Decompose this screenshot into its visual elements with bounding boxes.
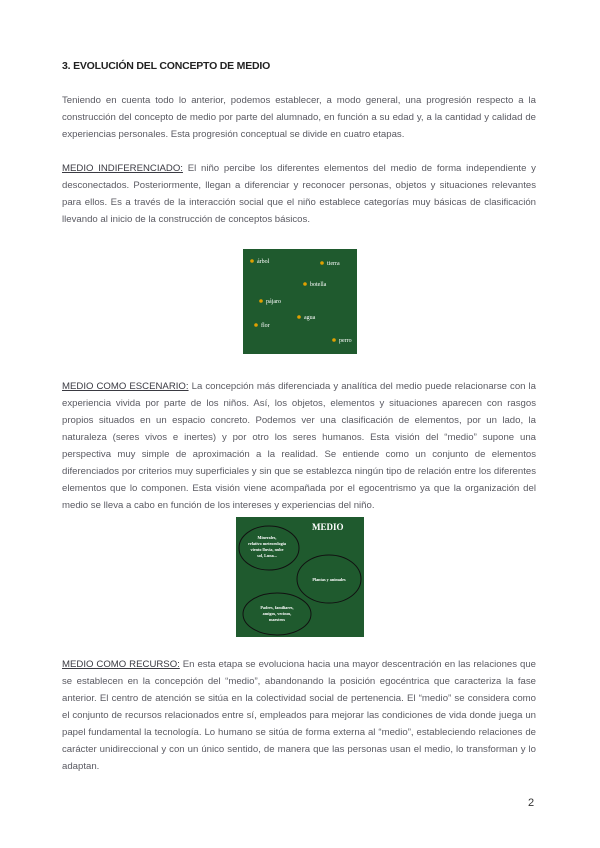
bullet-icon bbox=[297, 315, 301, 319]
circle1-line: Minerales, bbox=[257, 535, 277, 540]
section-heading: 3. EVOLUCIÓN DEL CONCEPTO DE MEDIO bbox=[62, 60, 271, 72]
circle1-line: viento lluvia, nube bbox=[250, 547, 284, 552]
paragraph-medio-indiferenciado bbox=[62, 160, 536, 228]
figure1-item: flor bbox=[261, 323, 270, 329]
stage-lead: MEDIO INDIFERENCIADO: bbox=[62, 163, 183, 174]
circle1-line: sol, Luna... bbox=[257, 553, 277, 558]
stage-lead: MEDIO COMO RECURSO: bbox=[62, 659, 180, 670]
figure1-svg bbox=[243, 249, 357, 354]
figure1-item: árbol bbox=[257, 259, 270, 265]
stage-lead: MEDIO COMO ESCENARIO: bbox=[62, 381, 189, 392]
figure1-item: tierra bbox=[327, 261, 340, 267]
circle2-label: Plantas y animales bbox=[312, 577, 346, 582]
figure-undifferentiated-elements bbox=[243, 249, 357, 354]
circle3-line: amigos, vecinos, bbox=[262, 611, 292, 616]
stage-text: La concepción más diferenciada y analítica del medio puede relacionarse con la experiencia vivida por parte de los niños. Así, los objetos, elementos y situaciones aparecen con rasgos propios situados en un espacio concreto. Podemos ver una clasificación de elementos, por un lado, la naturaleza (seres vivos e inertes) y por otro los seres humanos. Esta visión del “medio” supone una perspectiva muy simple de aproximación a la realidad. Se entiende como un conjunto de elementos diferenciados por criterios muy superficiales y sin que se establezca ningún tipo de relación entre los diferentes elementos que lo componen. Esta visión viene acompañada por el egocentrismo ya que la organización del medio se lleva a cabo en función de los intereses y experiencias del niño. bbox=[62, 381, 537, 511]
figure1-item: agua bbox=[304, 315, 316, 321]
stage-text: En esta etapa se evoluciona hacia una mayor descentración en las relaciones que se establecen en la concepción del “medio”, abandonando la posición egocéntrica que caracteriza la fase anterior. El centro de atención se sitúa en la colectividad social de pertenencia. El “medio” se considera como el conjunto de recursos relacionados entre sí, empleados para mejorar las condiciones de vida donde juega un papel fundamental la tecnología. Lo humano se sitúa de forma externa al “medio”, estableciendo relaciones de carácter unidireccional y con un único sentido, de manera que las personas usan el medio, lo transforman y lo adaptan. bbox=[62, 659, 536, 772]
circle1-line: relativo meteorología bbox=[248, 541, 286, 546]
bullet-icon bbox=[250, 259, 254, 263]
intro-paragraph: Teniendo en cuenta todo lo anterior, podemos establecer, a modo general, una progresión respecto a la construcción del concepto de medio por parte del alumnado, en función a su edad y, a la cantidad y calidad de experiencias personales. Esta progresión conceptual se divide en cuatro etapas. bbox=[62, 95, 536, 140]
figure1-item: perro bbox=[339, 338, 352, 344]
bullet-icon bbox=[303, 282, 307, 286]
figure-environment-diagram bbox=[236, 517, 364, 637]
figure2-title: MEDIO bbox=[312, 522, 344, 532]
bullet-icon bbox=[332, 338, 336, 342]
figure2-svg bbox=[236, 517, 364, 637]
page-number: 2 bbox=[528, 797, 535, 809]
circle3-line: Padres, familiares, bbox=[260, 605, 294, 610]
figure1-item: pájaro bbox=[266, 299, 281, 305]
figure1-item: botella bbox=[310, 282, 327, 288]
stage-text: El niño percibe los diferentes elementos del medio de forma independiente y desconectados. Posteriormente, llegan a diferenciar y reconocer personas, objetos y situaciones relevantes para ellos. Es a través de la interacción social que el niño establece categorías muy básicas de clasificación llevando al inicio de la construcción de conceptos básicos. bbox=[62, 163, 536, 225]
paragraph-medio-como-recurso bbox=[62, 656, 536, 775]
bullet-icon bbox=[320, 261, 324, 265]
circle3-line: maestros bbox=[269, 617, 285, 622]
bullet-icon bbox=[259, 299, 263, 303]
paragraph-medio-como-escenario bbox=[62, 378, 536, 514]
bullet-icon bbox=[254, 323, 258, 327]
